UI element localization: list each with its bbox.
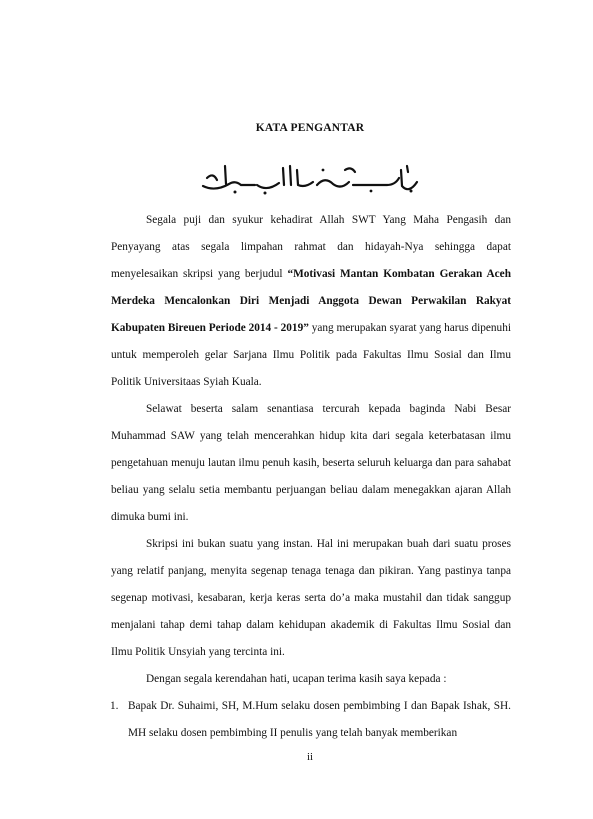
list-item-text: Bapak Dr. Suhaimi, SH, M.Hum selaku dosen pembimbing I dan Bapak Ishak, SH. MH selaku dosen pembimbing II penulis yang telah banyak memberikan [128,700,511,739]
list-item-number: 1. [110,700,119,712]
paragraph-2: Selawat beserta salam senantiasa tercurah kepada baginda Nabi Besar Muhammad SAW yang telah mencerahkan hidup kita dari segala keterbatasan ilmu pengetahuan menuju lautan ilmu penuh kasih, beserta seluruh keluarga dan para sahabat beliau yang selalu setia membantu perjuangan beliau dalam menegakkan ajaran Allah dimuka bumi ini. [111,403,511,523]
basmala-calligraphy-icon [195,158,425,200]
acknowledgement-list [111,693,511,747]
paragraph-1-text-end: yang merupakan syarat yang harus dipenuhi untuk memperoleh gelar Sarjana Ilmu Politik pada Fakultas Ilmu Sosial dan Ilmu Politik Universitaas Syiah Kuala. [111,322,511,388]
document-body [111,207,511,747]
paragraph-3: Skripsi ini bukan suatu yang instan. Hal ini merupakan buah dari suatu proses yang relatif panjang, menyita segenap tenaga tenaga dan pikiran. Yang pastinya tanpa segenap motivasi, kesabaran, kerja keras serta do’a maka mustahil dan tidak sanggup menjalani tahap demi tahap dalam kehidupan akademik di Fakultas Ilmu Sosial dan Ilmu Politik Unsyiah yang tercinta ini. [111,538,511,658]
thesis-title: “Motivasi Mantan Kombatan Gerakan Aceh Merdeka Mencalonkan Diri Menjadi Anggota Dewan Perwakilan Rakyat Kabupaten Bireuen Periode 2014 - 2019” [111,268,511,334]
page-number: ii [306,751,314,763]
paragraph-1-text: Segala puji dan syukur kehadirat Allah SWT Yang Maha Pengasih dan Penyayang atas segala limpahan rahmat dan hidayah-Nya sehingga dapat menyelesaikan skripsi yang berjudul [111,214,511,280]
paragraph-4: Dengan segala kerendahan hati, ucapan terima kasih saya kepada : [146,673,447,685]
list-item [111,693,511,747]
page-title: KATA PENGANTAR [255,122,365,134]
paragraph-1 [111,207,511,396]
